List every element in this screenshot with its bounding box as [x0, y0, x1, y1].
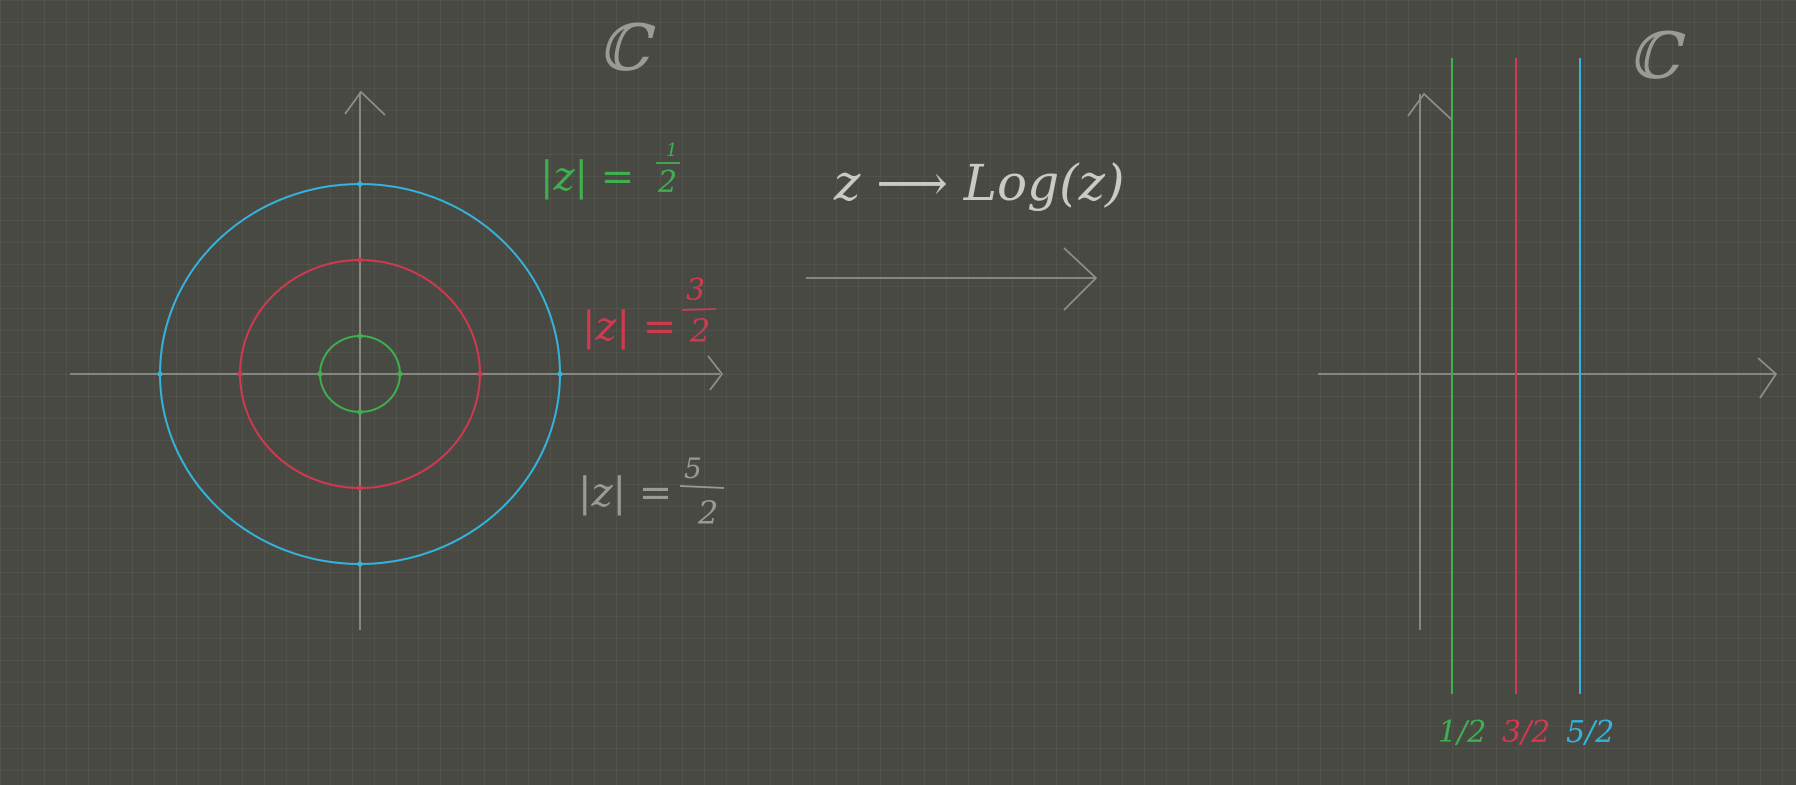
mapping [806, 154, 1124, 310]
label-large-den: 2 [698, 494, 719, 532]
label-large-num: 5 [684, 452, 702, 485]
left-y-arrowhead [345, 92, 385, 115]
label-circle-mid [582, 273, 716, 350]
label-large-bar [680, 486, 724, 488]
left-plane [70, 12, 724, 630]
circle-small-axis-point [317, 371, 322, 376]
circle-mid-axis-point [237, 371, 242, 376]
right-x-arrowhead [1758, 358, 1776, 398]
vertical-line-group [1438, 58, 1614, 750]
right-y-arrowhead [1408, 94, 1452, 120]
label-large-lhs: |z| = [578, 470, 673, 516]
mapping-expression: z ⟶ Log(z) [834, 154, 1125, 212]
left-x-arrowhead [708, 356, 722, 390]
left-plane-label: ℂ [598, 12, 649, 86]
right-plane-label: ℂ [1628, 20, 1679, 94]
circle-small-axis-point [357, 409, 362, 414]
label-small-lhs: |z| = [540, 154, 635, 200]
circle-mid-axis-point [357, 485, 362, 490]
circle-mid-axis-point [357, 257, 362, 262]
circle-large-axis-point [557, 371, 562, 376]
circle-mid-axis-point [477, 371, 482, 376]
right-plane [1318, 20, 1776, 750]
vertical-line-label: 1/2 [1438, 715, 1487, 750]
vertical-line-label: 3/2 [1502, 715, 1551, 750]
label-mid-bar [682, 309, 716, 310]
label-mid-num: 3 [686, 273, 706, 308]
circle-large-axis-point [357, 561, 362, 566]
label-small-den: 2 [658, 165, 678, 200]
circle-large-axis-point [357, 181, 362, 186]
label-circle-small [540, 140, 680, 200]
circle-small-axis-point [357, 333, 362, 338]
circle-large-axis-point [157, 371, 162, 376]
mapping-arrow-head [1064, 248, 1096, 310]
vertical-line-label: 5/2 [1566, 715, 1615, 750]
circle-small-axis-point [397, 371, 402, 376]
label-circle-large [578, 452, 724, 532]
label-mid-den: 2 [690, 312, 711, 350]
label-mid-lhs: |z| = [582, 304, 677, 350]
label-small-num: 1 [666, 140, 678, 161]
